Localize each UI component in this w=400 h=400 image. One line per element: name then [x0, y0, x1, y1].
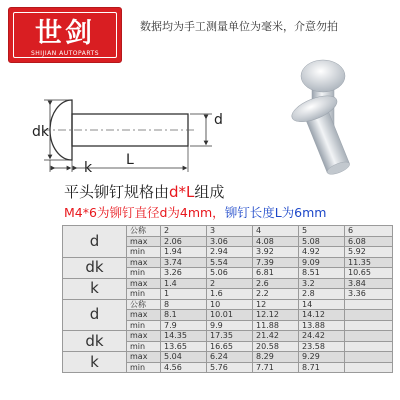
value-cell: 13.88 — [299, 320, 345, 331]
value-cell: 21.42 — [253, 331, 299, 342]
value-cell: 10.01 — [207, 310, 253, 321]
value-cell: 6 — [345, 226, 393, 237]
value-cell: 8 — [161, 299, 207, 310]
row-label: max — [127, 278, 161, 289]
row-label: max — [127, 310, 161, 321]
value-cell: 3.06 — [207, 236, 253, 247]
k-label: k — [84, 160, 93, 176]
brand-logo — [8, 7, 122, 63]
value-cell: 4.56 — [161, 362, 207, 373]
value-cell: 7.39 — [253, 257, 299, 268]
value-cell: 3.2 — [299, 278, 345, 289]
value-cell: 2.94 — [207, 247, 253, 258]
value-cell: 5 — [299, 226, 345, 237]
value-cell: 8.71 — [299, 362, 345, 373]
value-cell: 20.58 — [253, 341, 299, 352]
row-label: min — [127, 341, 161, 352]
table-row — [63, 257, 393, 268]
rivet-front — [288, 91, 362, 178]
spec-table-body — [63, 226, 393, 373]
value-cell: 7.9 — [161, 320, 207, 331]
value-cell: 5.76 — [207, 362, 253, 373]
value-cell: 4 — [253, 226, 299, 237]
value-cell: 3.74 — [161, 257, 207, 268]
value-cell — [345, 331, 393, 342]
value-cell: 5.06 — [207, 268, 253, 279]
value-cell: 5.54 — [207, 257, 253, 268]
value-cell: 5.08 — [299, 236, 345, 247]
value-cell — [345, 352, 393, 363]
brand-name: 世剑 — [35, 18, 95, 49]
value-cell: 6.24 — [207, 352, 253, 363]
value-cell: 7.71 — [253, 362, 299, 373]
value-cell: 3.92 — [253, 247, 299, 258]
row-label: max — [127, 257, 161, 268]
value-cell: 23.58 — [299, 341, 345, 352]
value-cell: 10.65 — [345, 268, 393, 279]
value-cell: 12.12 — [253, 310, 299, 321]
symbol-cell: d — [63, 299, 127, 331]
value-cell: 3.26 — [161, 268, 207, 279]
value-cell: 2.2 — [253, 289, 299, 300]
value-cell: 6.08 — [345, 236, 393, 247]
value-cell: 8.1 — [161, 310, 207, 321]
value-cell: 9.9 — [207, 320, 253, 331]
table-row — [63, 226, 393, 237]
value-cell — [345, 341, 393, 352]
value-cell: 3.36 — [345, 289, 393, 300]
row-label: max — [127, 236, 161, 247]
value-cell: 2.6 — [253, 278, 299, 289]
row-label: 公称 — [127, 226, 161, 237]
row-label: max — [127, 331, 161, 342]
value-cell: 14 — [299, 299, 345, 310]
value-cell: 14.12 — [299, 310, 345, 321]
row-label: min — [127, 247, 161, 258]
spec-title-suffix: 组成 — [194, 183, 225, 201]
value-cell: 8.51 — [299, 268, 345, 279]
value-cell: 24.42 — [299, 331, 345, 342]
value-cell: 1.4 — [161, 278, 207, 289]
table-row — [63, 331, 393, 342]
spec-title — [64, 181, 224, 202]
row-label: min — [127, 289, 161, 300]
value-cell: 9.29 — [299, 352, 345, 363]
value-cell: 3.84 — [345, 278, 393, 289]
value-cell: 4.92 — [299, 247, 345, 258]
value-cell — [345, 362, 393, 373]
value-cell: 2 — [161, 226, 207, 237]
symbol-cell: k — [63, 352, 127, 373]
rivet-dimension-diagram — [0, 60, 240, 180]
spec-title-highlight: d*L — [169, 183, 195, 201]
symbol-cell: d — [63, 226, 127, 258]
value-cell: 1.94 — [161, 247, 207, 258]
symbol-cell: dk — [63, 331, 127, 352]
spec-example-length: 铆钉长度L为6mm — [224, 205, 327, 220]
value-cell: 8.29 — [253, 352, 299, 363]
value-cell: 17.35 — [207, 331, 253, 342]
dk-label: dk — [32, 124, 49, 140]
spec-table — [62, 225, 393, 373]
value-cell: 5.92 — [345, 247, 393, 258]
row-label: max — [127, 352, 161, 363]
value-cell: 6.81 — [253, 268, 299, 279]
table-row — [63, 352, 393, 363]
rivet-product-illustration — [240, 48, 400, 178]
value-cell: 2.8 — [299, 289, 345, 300]
row-label: min — [127, 362, 161, 373]
value-cell: 1.6 — [207, 289, 253, 300]
table-row — [63, 278, 393, 289]
value-cell — [345, 320, 393, 331]
value-cell: 12 — [253, 299, 299, 310]
value-cell: 1 — [161, 289, 207, 300]
value-cell — [345, 299, 393, 310]
spec-title-prefix: 平头铆钉规格由 — [64, 183, 170, 201]
symbol-cell: dk — [63, 257, 127, 278]
value-cell — [345, 310, 393, 321]
symbol-cell: k — [63, 278, 127, 299]
brand-subtitle: SHIJIAN AUTOPARTS — [30, 50, 100, 57]
L-label: L — [126, 152, 134, 168]
measurement-note: 数据均为手工测量单位为毫米，介意勿拍 — [140, 20, 338, 33]
value-cell: 11.88 — [253, 320, 299, 331]
value-cell: 11.35 — [345, 257, 393, 268]
row-label: min — [127, 320, 161, 331]
spec-example-diameter: M4*6为铆钉直径d为4mm， — [64, 205, 225, 220]
value-cell: 5.04 — [161, 352, 207, 363]
row-label: 公称 — [127, 299, 161, 310]
value-cell: 16.65 — [207, 341, 253, 352]
value-cell: 2 — [207, 278, 253, 289]
value-cell: 10 — [207, 299, 253, 310]
row-label: min — [127, 268, 161, 279]
value-cell: 2.06 — [161, 236, 207, 247]
value-cell: 4.08 — [253, 236, 299, 247]
value-cell: 13.65 — [161, 341, 207, 352]
d-label: d — [214, 112, 223, 128]
value-cell: 14.35 — [161, 331, 207, 342]
value-cell: 9.09 — [299, 257, 345, 268]
table-row — [63, 299, 393, 310]
spec-example — [64, 203, 326, 221]
value-cell: 3 — [207, 226, 253, 237]
